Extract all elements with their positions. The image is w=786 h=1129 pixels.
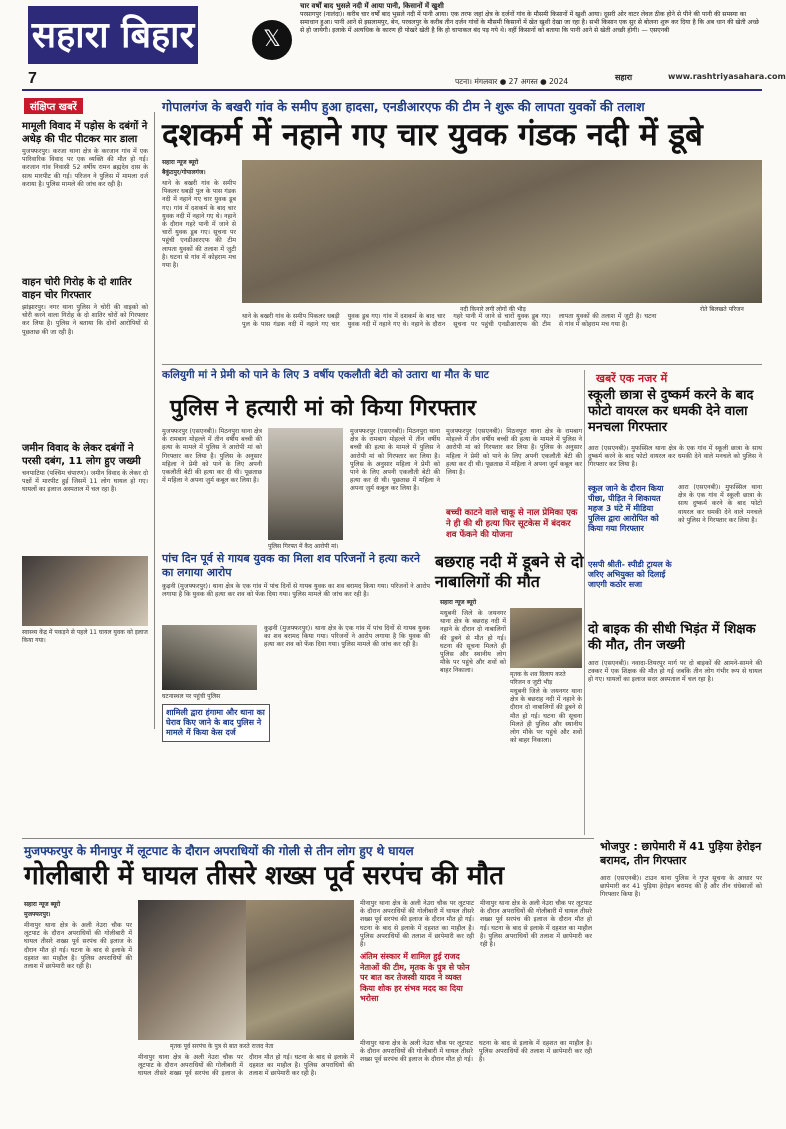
bottom-story-text-col4: मीनापुर थाना क्षेत्र के अली नेउरा चौक पर लूटपाट के दौरान अपराधियों की गोलीबारी में घायल तीसरे शख्स पूर्व सरपंच की इलाज के दौरान मौत हो गई। घटना के बाद से इलाके में दहशत का माहौल है। पुलिस अपराधियों की तलाश में छापेमारी कर रही है। — [360, 1040, 592, 1064]
story3-photo-caption: घटनास्थल पर पहुंची पुलिस — [162, 693, 221, 700]
x-logo-icon: 𝕏 — [252, 20, 292, 60]
top-story — [300, 2, 762, 35]
sidebar-item-2-text: झांझारपुर। नगर थाना पुलिस ने चोरी की वाइको को चोरी करने वाला गिरोह के दो शातिर चोरों को गिरफ्तार कर लिया है। पुलिस ने बताया कि दोनों आरोपियों से पूछताछ की जा रही है। — [22, 304, 148, 336]
story4-headline: बछराह नदी में डूबने से दो नाबालिगों की मौत — [435, 552, 584, 591]
brand-name: सहारा — [615, 73, 633, 82]
right-story2-text: आरा (एसएनबी)। नवादा-तियरपुर मार्ग पर दो बाइकों की आमने-सामने की टक्कर में एक शिक्षक की मौत हो गई जबकि तीन लोग गंभीर रूप से घायल हो गए। घायलों का इलाज सदर अस्पताल में चल रहा है। — [588, 660, 762, 684]
main-story-headline: दशकर्म में नहाने गए चार युवक गंडक नदी में डूबे — [162, 117, 703, 153]
bottom-story-byline: सहारा न्यूज ब्यूरो — [24, 901, 61, 908]
top-story-headline: चार वर्षों बाद भुसले नदी में आया पानी, किसानों में खुशी — [300, 2, 444, 10]
sidebar-item-2-title: वाहन चोरी गिरोह के दो शातिर वाहन चोर गिरफ्तार — [22, 277, 132, 301]
story3-text: कुढ़नी (मुजफ्फरपुर)। थाना क्षेत्र के एक गांव में पांच दिनों से गायब युवक का शव बरामद किया गया। परिजनों ने आरोप लगाया है कि युवक की हत्या कर शव को फेंक दिया गया। पुलिस मामले की जांच कर रही है। — [162, 583, 430, 599]
main-story-text: थाने के बखरी गांव के समीप पिकलर धबड़ी पुल के पास गंडक नदी में नहाने गए चार युवक डूब गए। गांव में दशकर्म के बाद चार युवक नदी में नहाने गए थे। नहाने के दौरान गहरे पानी में जाने से चारों युवक डूब गए। सूचना पर पहुंची एनडीआरएफ की टीम लापता युवकों की तलाश में जुटी है। घटना से गांव में कोहराम मच गया है। — [162, 180, 236, 270]
story2-text-col3: मुजफ्फरपुर (एसएनबी)। मिठनपुरा थाना क्षेत्र के रामबाग मोहल्ले में तीन वर्षीय बच्ची की हत्या के मामले में पुलिस ने आरोपी मां को गिरफ्तार कर लिया है। पुलिस के अनुसार महिला ने प्रेमी को पाने के लिए अपनी एकलौती बेटी की हत्या कर दी थी। पूछताछ में महिला ने अपना जुर्म कबूल कर लिया है। — [446, 428, 582, 477]
sidebar-item-1-title: मामूली विवाद में पड़ोस के दबंगों ने अधेड़ की पीट पीटकर मार डाला — [22, 121, 148, 145]
sidebar-item-1-text: मुजफ्फरपुर। करजा थाना क्षेत्र के करजान गांव में एक पारिवारिक विवाद पर एक व्यक्ति की मौत हो गई। करजान गांव निवासी 52 वर्षीय रामन ब्रह्मदेव दास के साथ मारपीट की गई। परिजन ने पुलिस में मामला दर्ज कराया है। पुलिस मामले की जांच कर रही है। — [22, 148, 148, 188]
masthead-logo: सहारा बिहार — [28, 6, 198, 64]
bottom-story-text: मीनापुर थाना क्षेत्र के अली नेउरा चौक पर लूटपाट के दौरान अपराधियों की गोलीबारी में घायल तीसरे शख्स पूर्व सरपंच की इलाज के दौरान मौत हो गई। घटना के बाद से इलाके में दहशत का माहौल है। पुलिस अपराधियों की तलाश में छापेमारी कर रही है। — [24, 922, 132, 971]
main-story-kicker: गोपालगंज के बखरी गांव के समीप हुआ हादसा, एनडीआरएफ की टीम ने शुरू की लापता युवकों की तलाश — [162, 99, 645, 114]
story4-text: मधुबनी जिले के जयनगर थाना क्षेत्र के बछराह नदी में नहाने के दौरान दो नाबालिगों की डूबने से मौत हो गई। घटना की सूचना मिलते ही पुलिस और स्थानीय लोग मौके पर पहुंचे और शवों को बाहर निकाला। — [440, 610, 506, 675]
right-story1-text: आरा (एसएनबी)। मुफस्सिल थाना क्षेत्र के एक गांव में स्कूली छात्रा के साथ दुष्कर्म करने के बाद फोटो वायरल कर धमकी देने वाले मनचले को पुलिस ने गिरफ्तार कर लिया है। — [588, 445, 762, 469]
story3-quote: शामिली द्वारा हंगामा और थाना का घेराव किए जाने के बाद पुलिस ने मामले में किया केस दर्ज — [162, 704, 270, 742]
story2-photo-caption: पुलिस गिरफ्त में कैद आरोपी मां। — [268, 543, 339, 550]
bottom-story-quote: अंतिम संस्कार में शामिल हुई राजद नेताओं की टीम, मृतक के पुत्र से फोन पर बात कर तेजस्वी यादव ने व्यक्त किया शोक हर संभव मदद का दिया भरोसा — [360, 952, 470, 1003]
story2-text-col2: मुजफ्फरपुर (एसएनबी)। मिठनपुरा थाना क्षेत्र के रामबाग मोहल्ले में तीन वर्षीय बच्ची की हत्या के मामले में पुलिस ने आरोपी मां को गिरफ्तार कर लिया है। पुलिस के अनुसार महिला ने प्रेमी को पाने के लिए अपनी एकलौती बेटी की हत्या कर दी थी। पूछताछ में महिला ने अपना जुर्म कबूल कर लिया है। — [350, 428, 440, 493]
story4-byline: सहारा न्यूज ब्यूरो — [440, 599, 477, 606]
right-story1-inset: स्कूल जाने के दौरान किया पीछा, पीड़ित ने शिकायत महज 3 घंटे में मीडिया पुलिस द्वारा आरोपित को किया गया गिरफ्तार — [588, 484, 664, 533]
right-story3-text: आरा (एसएनबी)। टाउन थाना पुलिस ने गुप्त सूचना के आधार पर छापेमारी कर 41 पुड़िया हेरोइन बरामद की है और तीन धंधेबाजों को गिरफ्तार किया है। — [600, 875, 762, 899]
story2-headline: पुलिस ने हत्यारी मां को किया गिरफ्तार — [170, 396, 477, 421]
right-column-tag: खबरें एक नजर में — [596, 372, 668, 385]
sidebar — [22, 112, 155, 729]
sidebar-tag: संक्षिप्त खबरें — [24, 98, 83, 114]
bottom-story-photo — [138, 900, 246, 1040]
story2-quote: बच्ची काटने वाले चाकू से नाल प्रेमिका एक ने ही की थी हत्या फिर सूटकेस में बंदकर शव फेंकने की योजना — [446, 508, 578, 540]
story3-text-col2: कुढ़नी (मुजफ्फरपुर)। थाना क्षेत्र के एक गांव में पांच दिनों से गायब युवक का शव बरामद किया गया। परिजनों ने आरोप लगाया है कि युवक की हत्या कर शव को फेंक दिया गया। पुलिस मामले की जांच कर रही है। — [264, 625, 430, 649]
column-rule — [584, 370, 585, 835]
main-story-dateline: बैकुंठपुर/गोपालगंज। — [162, 169, 206, 176]
bottom-story-text-col2: मीनापुर थाना क्षेत्र के अली नेउरा चौक पर लूटपाट के दौरान अपराधियों की गोलीबारी में घायल तीसरे शख्स पूर्व सरपंच की इलाज के दौरान मौत हो गई। घटना के बाद से इलाके में दहशत का माहौल है। पुलिस अपराधियों की तलाश में छापेमारी कर रही है। — [138, 1054, 354, 1078]
sidebar-photo-caption: स्वास्थ्य केंद्र में पकड़ने से पहले 11 घायल युवक को इलाज किया गया। — [22, 629, 148, 644]
dateline: पटना। मंगलवार ● 27 अगस्त ● 2024 — [455, 77, 569, 86]
right-story1-headline: स्कूली छात्रा से दुष्कर्म करने के बाद फोटो वायरल कर धमकी देने वाला मनचला गिरफ्तार — [588, 388, 754, 435]
story2-photo — [268, 428, 343, 540]
sidebar-item-3-text: चनपाटिया (पश्चिम चंपारण)। जमीन विवाद के लेकर दो पक्षों में मारपीट हुई जिसमें 11 लोग घायल हो गए। घायलों का इलाज अस्पताल में चल रहा है। — [22, 470, 148, 494]
website: www.rashtriyasahara.com — [668, 72, 786, 81]
main-story-photo-caption: नदी किनारे लगी लोगों की भीड़ — [460, 306, 526, 313]
story4-photo-caption: मृतक के शव विलाप करते परिजन व जुटी भीड़ — [510, 671, 566, 686]
story2-kicker: कलियुगी मां ने प्रेमी को पाने के लिए 3 वर्षीय एकलौती बेटी को उतारा था मौत के घाट — [162, 369, 489, 381]
main-story-continued: थाने के बखरी गांव के समीप पिकलर धबड़ी पुल के पास गंडक नदी में नहाने गए चार युवक डूब गए। गांव में दशकर्म के बाद चार युवक नदी में नहाने गए थे। नहाने के दौरान गहरे पानी में जाने से चारों युवक डूब गए। सूचना पर पहुंची एनडीआरएफ की टीम लापता युवकों की तलाश में जुटी है। घटना से गांव में कोहराम मच गया है। — [242, 313, 657, 329]
main-story-byline: सहारा न्यूज ब्यूरो — [162, 159, 199, 166]
story4-text-col2: मधुबनी जिले के जयनगर थाना क्षेत्र के बछराह नदी में नहाने के दौरान दो नाबालिगों की डूबने से मौत हो गई। घटना की सूचना मिलते ही पुलिस और स्थानीय लोग मौके पर पहुंचे और शवों को बाहर निकाला। — [510, 688, 582, 745]
bottom-story-photo-2 — [246, 900, 354, 1040]
bottom-story-text-col3: मीनापुर थाना क्षेत्र के अली नेउरा चौक पर लूटपाट के दौरान अपराधियों की गोलीबारी में घायल तीसरे शख्स पूर्व सरपंच की इलाज के दौरान मौत हो गई। घटना के बाद से इलाके में दहशत का माहौल है। पुलिस अपराधियों की तलाश में छापेमारी कर रही है। — [360, 900, 474, 949]
main-story-photo — [242, 160, 762, 303]
story3-photo — [162, 625, 257, 690]
sidebar-photo — [22, 556, 148, 626]
top-story-text: परसागपुर (नालंदा)। करीब चार वर्षों बाद भुसले नदी में पानी आया। एक तरफ जहां क्षेत्र के दर्जनों गांव के मौसमी किसानों में खुशी आया। दूसरी ओर वाटर लेवल ठीक होने से पीने की पानी की समस्या का समाधान हुआ। पानी आने से इसलामपुर, बेन, परवलपुर के करीब तीन दर्जन गांवों के मौसमी किसानों में खेत खुशी देखा जा रहा है। सभी किसान एक सुर से बोलना शुरू कर दिया है कि अब धान की खेती अच्छे से हो जायेगी। इलाके में अत्यधिक के कारण ही पोखरे खेती है कि हो चापाकल बंद पड़ गये थे। वहीं किसानों को बताया कि पानी आने से खेती अच्छी होगी। — एसएनबी — [300, 11, 759, 34]
page-number: 7 — [28, 70, 37, 87]
sidebar-item-3-title: जमीन विवाद के लेकर दबंगों ने परसी दबंग, 11 लोग हुए जख्मी — [22, 443, 141, 467]
right-story2-headline: दो बाइक की सीधी भिड़ंत में शिक्षक की मौत, तीन जख्मी — [588, 622, 756, 653]
rule — [162, 364, 762, 365]
right-story3-headline: भोजपुर : छापेमारी में 41 पुड़िया हेरोइन बरामद, तीन गिरफ्तार — [600, 840, 762, 867]
bottom-story-dateline: मुजफ्फरपुर। — [24, 911, 51, 918]
story4-photo — [510, 608, 582, 668]
right-story1-inset2: एसपी श्रीती- स्पीडी ट्रायल के जरिए अभियुक्त को दिलाई जाएगी कठोर सजा — [588, 560, 672, 589]
header-rule — [22, 89, 762, 91]
rule — [22, 838, 594, 839]
bottom-story-photo-caption: मृतक पूर्व सरपंच के पुत्र से बात करते राजद नेता — [170, 1043, 274, 1050]
bottom-story-headline: गोलीबारी में घायल तीसरे शख्स पूर्व सरपंच की मौत — [24, 861, 505, 891]
story3-kicker: पांच दिन पूर्व से गायब युवक का मिला शव परिजनों ने हत्या करने का लगाया आरोप — [162, 552, 421, 579]
story2-text: मुजफ्फरपुर (एसएनबी)। मिठनपुरा थाना क्षेत्र के रामबाग मोहल्ले में तीन वर्षीय बच्ची की हत्या के मामले में पुलिस ने आरोपी मां को गिरफ्तार कर लिया है। पुलिस के अनुसार महिला ने प्रेमी को पाने के लिए अपनी एकलौती बेटी की हत्या कर दी थी। पूछताछ में महिला ने अपना जुर्म कबूल कर लिया है। — [162, 428, 262, 485]
main-story-photo-caption-2: रोते बिलखते परिजन — [700, 306, 744, 313]
right-story1-text-col2: आरा (एसएनबी)। मुफस्सिल थाना क्षेत्र के एक गांव में स्कूली छात्रा के साथ दुष्कर्म करने के बाद फोटो वायरल कर धमकी देने वाले मनचले को पुलिस ने गिरफ्तार कर लिया है। — [678, 484, 762, 524]
bottom-story-kicker: मुजफ्फरपुर के मीनापुर में लूटपाट के दौरान अपराधियों की गोली से तीन लोग हुए थे घायल — [24, 844, 414, 858]
bottom-story-text-col5: मीनापुर थाना क्षेत्र के अली नेउरा चौक पर लूटपाट के दौरान अपराधियों की गोलीबारी में घायल तीसरे शख्स पूर्व सरपंच की इलाज के दौरान मौत हो गई। घटना के बाद से इलाके में दहशत का माहौल है। पुलिस अपराधियों की तलाश में छापेमारी कर रही है। — [480, 900, 592, 949]
